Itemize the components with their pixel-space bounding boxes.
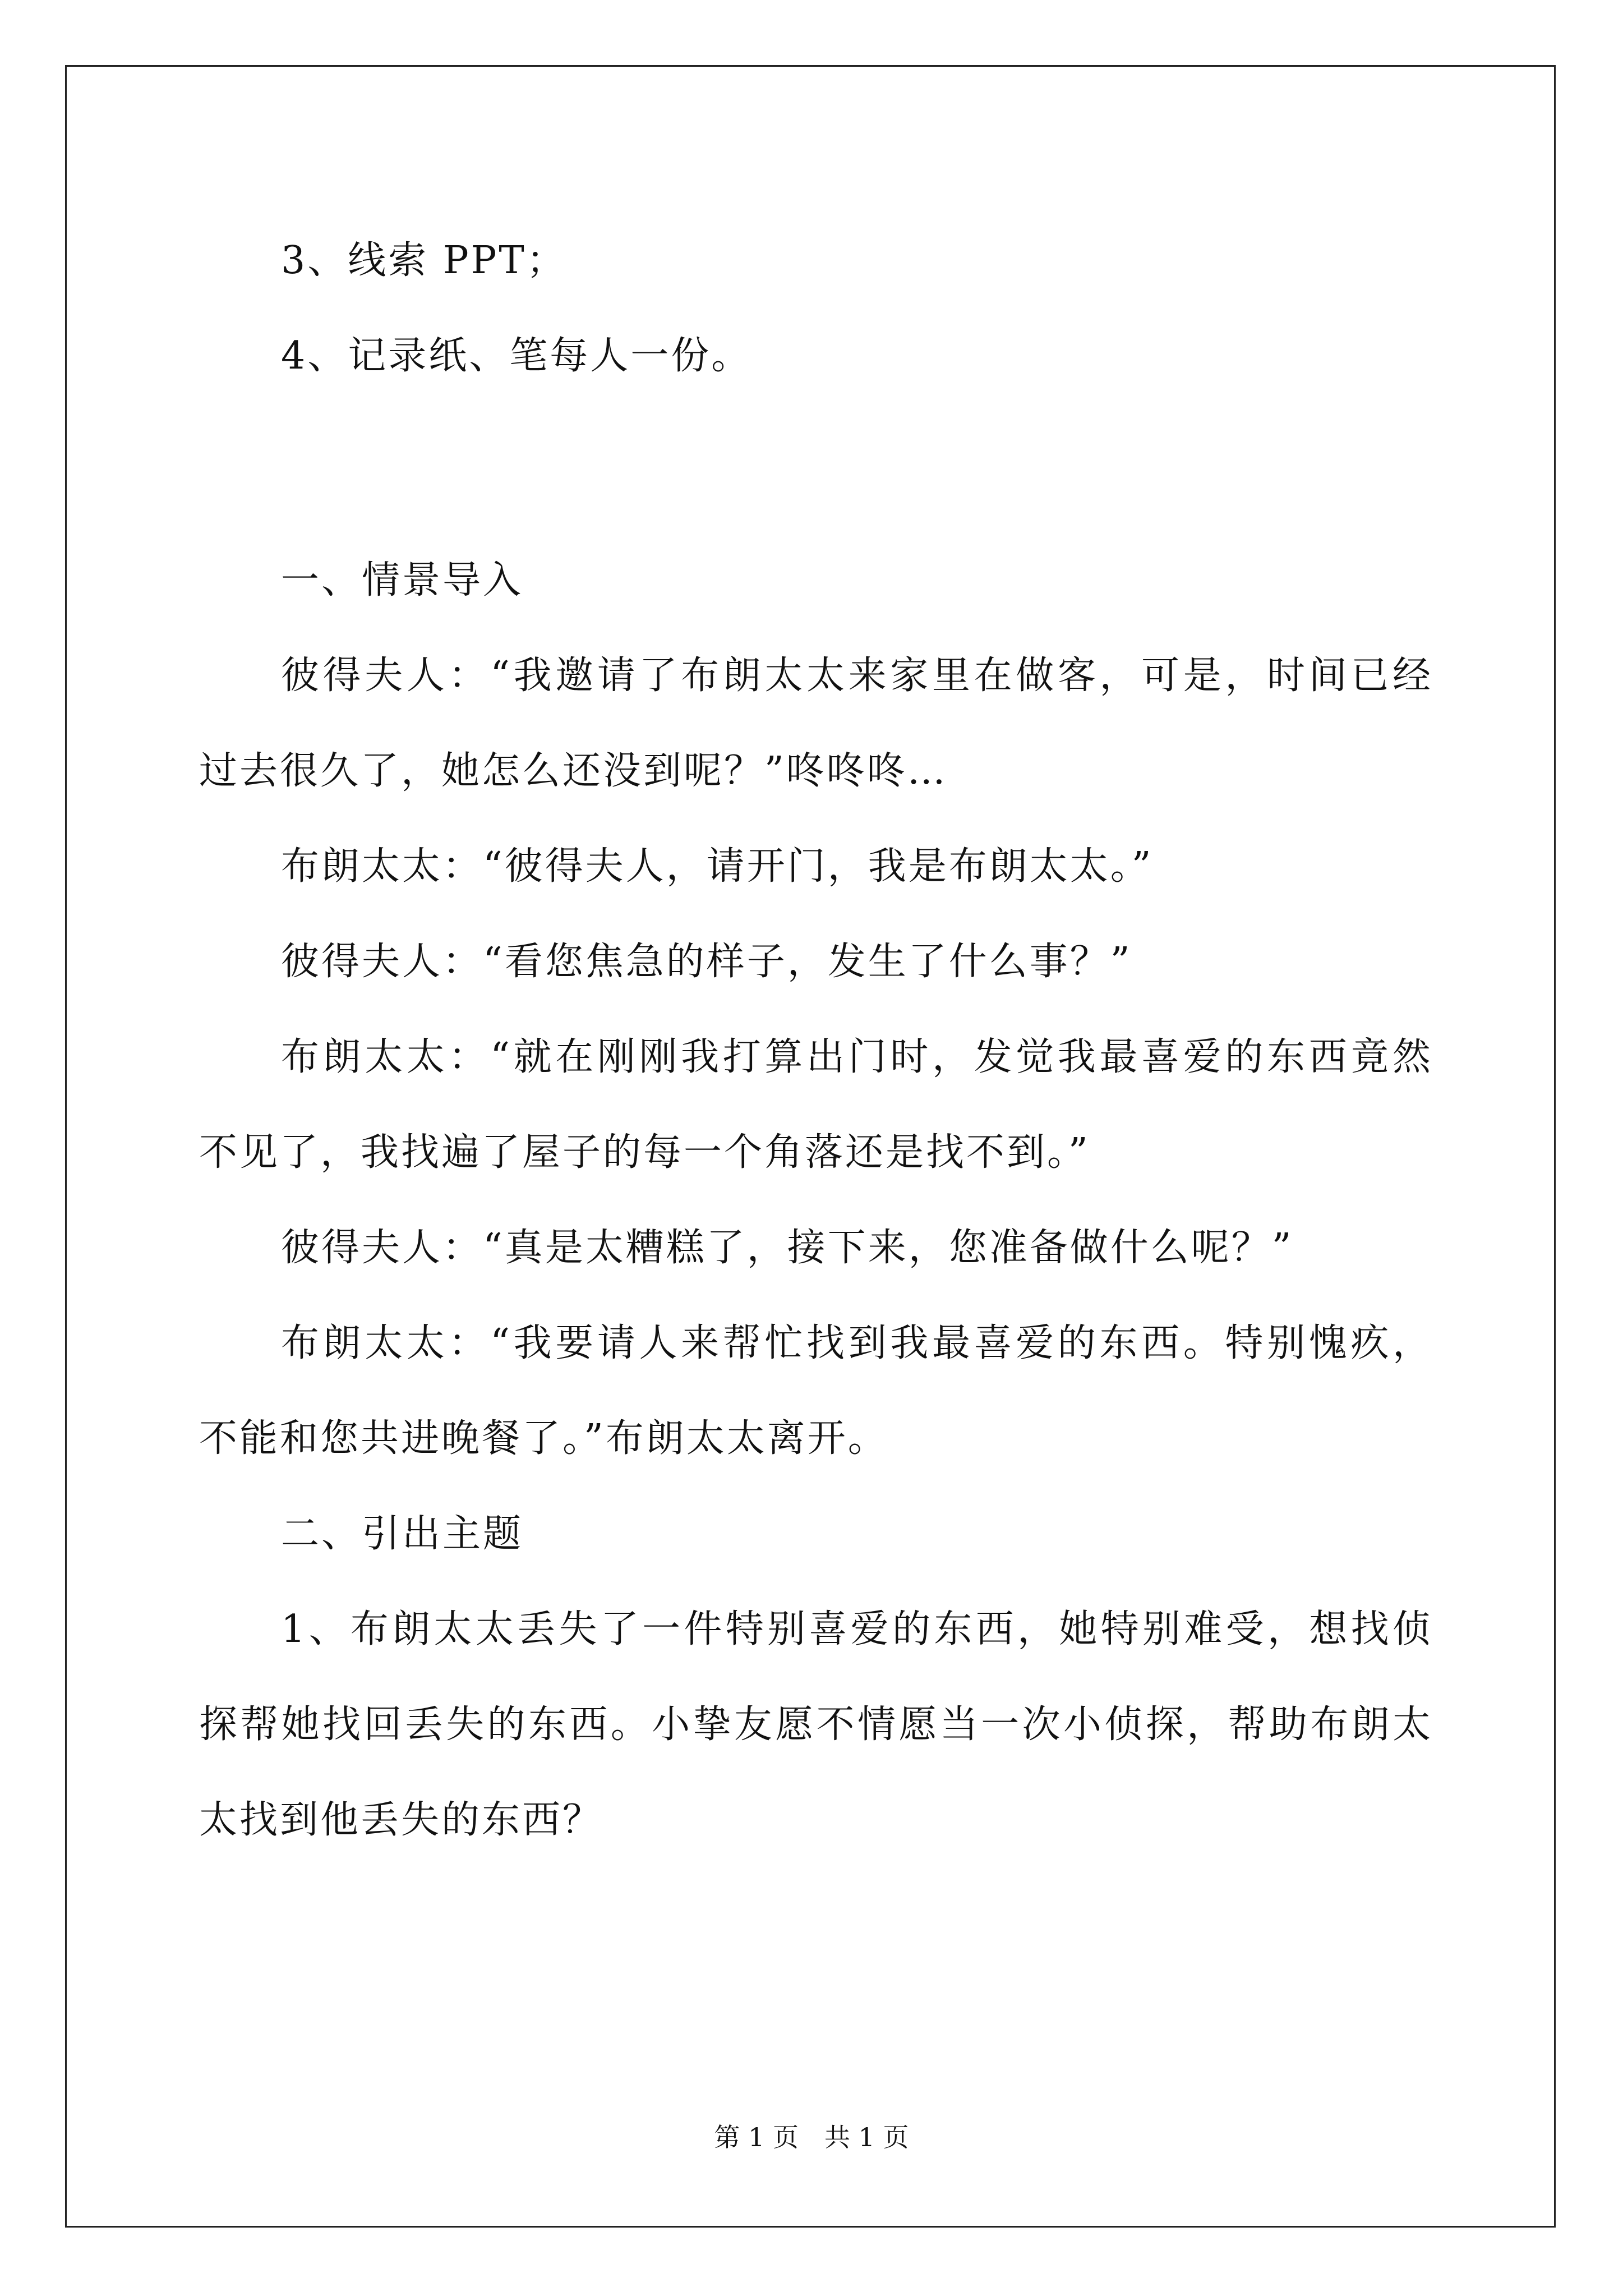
paragraph-dialogue-5: 彼得夫人：“真是太糟糕了，接下来，您准备做什么呢？” [281,1226,1294,1270]
paragraph-dialogue-1: 彼得夫人：“我邀请了布朗太太来家里在做客，可是，时间已经过去很久了，她怎么还没到呢？”咚咚咚… [199,654,1433,793]
paragraph-dialogue-2: 布朗太太：“彼得夫人，请开门，我是布朗太太。” [281,844,1154,889]
page-number-total: 共 1 页 [824,2122,909,2152]
page-number-current: 第 1 页 [714,2122,799,2152]
paragraph-materials-3: 3、线索 PPT； [281,238,567,283]
section-heading-intro: 一、情景导入 [281,558,524,602]
paragraph-dialogue-4: 布朗太太：“就在刚刚我打算出门时，发觉我最喜爱的东西竟然不见了，我找遍了屋子的每一个角落还是找不到。” [199,1035,1433,1175]
paragraph-dialogue-6: 布朗太太：“我要请人来帮忙找到我最喜爱的东西。特别愧疚，不能和您共进晚餐了。”布朗太太离开。 [199,1321,1433,1461]
page-footer [0,2120,1623,2154]
paragraph-theme-1: 1、布朗太太丢失了一件特别喜爱的东西，她特别难受，想找侦探帮她找回丢失的东西。小挚友愿不情愿当一次小侦探，帮助布朗太太找到他丢失的东西？ [199,1607,1433,1842]
paragraph-materials-4: 4、记录纸、笔每人一份。 [281,334,752,378]
section-gap [199,404,1433,533]
document-body [199,213,1433,1868]
section-heading-theme: 二、引出主题 [281,1512,524,1556]
paragraph-dialogue-3: 彼得夫人：“看您焦急的样子，发生了什么事？” [281,940,1132,984]
